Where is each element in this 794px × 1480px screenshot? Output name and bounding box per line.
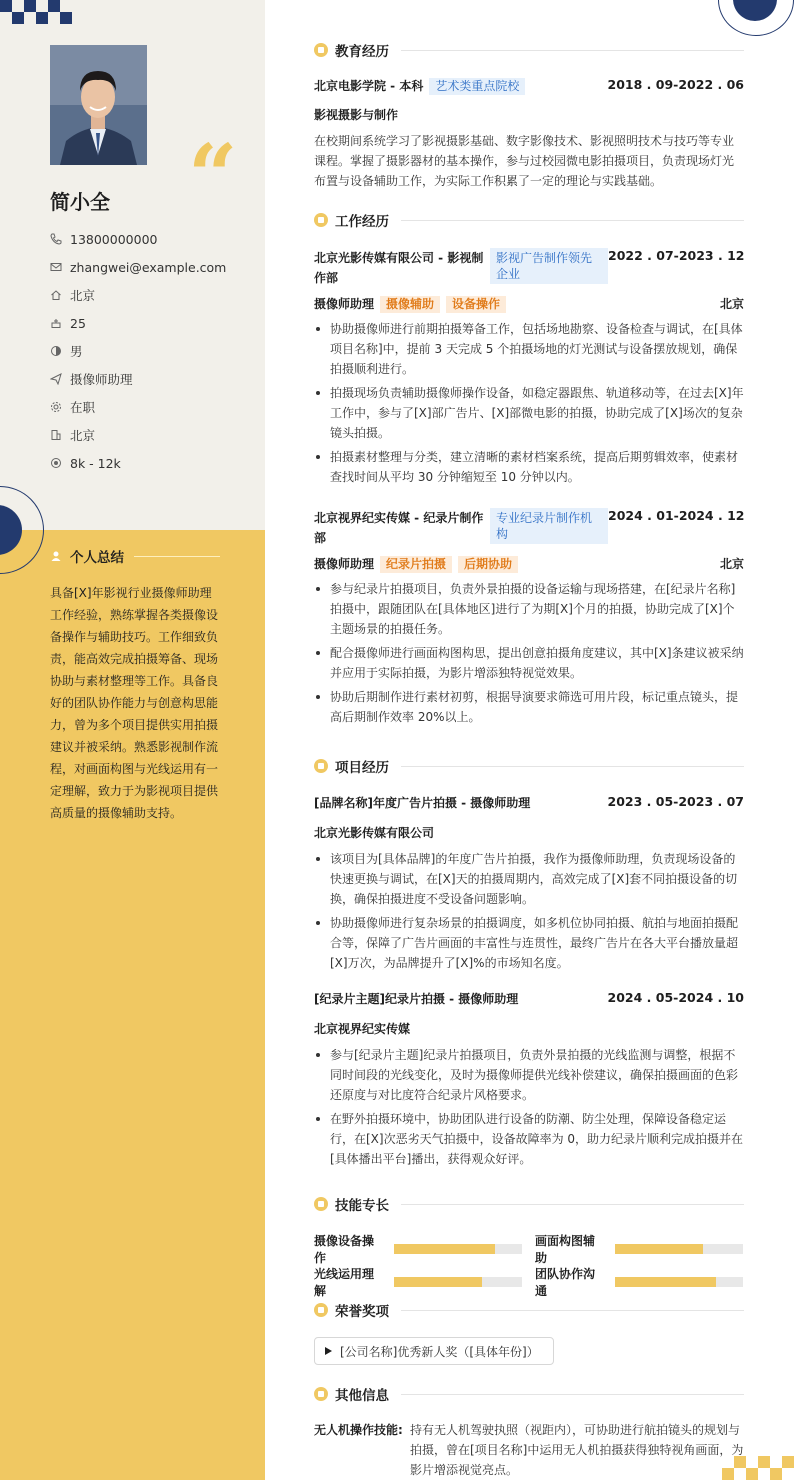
- list-item: 协助后期制作进行素材初剪，根据导演要求筛选可用片段，标记重点镜头，提高后期制作效率 20%以上。: [314, 687, 744, 727]
- project-name: [纪录片主题]纪录片拍摄 - 摄像师助理: [314, 992, 519, 1006]
- project-org: 北京光影传媒有限公司: [314, 826, 435, 840]
- list-item: 在野外拍摄环境中，协助团队进行设备的防潮、防尘处理，保障设备稳定运行，在[X]次恶劣天气拍摄中，设备故障率为 0，助力纪录片顺利完成拍摄并在[具体播出平台]播出，获得观众好评。: [314, 1109, 744, 1169]
- info-age: 25: [50, 309, 260, 337]
- work-date: 2024 . 01-2024 . 12: [608, 508, 745, 523]
- skill-bar: [394, 1244, 522, 1254]
- summary-text: 具备[X]年影视行业摄像师助理工作经验，熟练掌握各类摄像设备操作与辅助技巧。工作细致负责，能高效完成拍摄筹备、现场协助与素材整理等工作。具备良好的团队协作能力与创意构思能力，曾为多个项目提供实用拍摄建议并被采纳。熟悉影视制作流程，对画面构图与光线运用有一定理解，致力于为影视项目提供高质量的摄像辅助支持。: [50, 586, 219, 820]
- info-phone: 13800000000: [50, 225, 260, 253]
- circle-decoration-left: [0, 486, 44, 574]
- circle-decoration-top: [718, 0, 794, 36]
- education-entry: [314, 77, 744, 191]
- checker-decoration: [0, 0, 76, 24]
- skill-item: 团队协作沟通: [535, 1265, 743, 1299]
- work-city: 北京: [719, 557, 744, 571]
- company-tag: 专业纪录片制作机构: [490, 508, 608, 544]
- project-entry: [314, 794, 744, 977]
- project-entry: [314, 990, 744, 1173]
- work-date: 2022 . 07-2023 . 12: [608, 248, 745, 263]
- info-gender: 男: [50, 337, 260, 365]
- skill-tag: 纪录片拍摄: [380, 556, 452, 573]
- section-education-heading: 教育经历: [314, 40, 744, 60]
- list-item: 拍摄素材整理与分类，建立清晰的素材档案系统，提高后期剪辑效率，使素材查找时间从平均 30 分钟缩短至 10 分钟以内。: [314, 447, 744, 487]
- section-projects-heading: 项目经历: [314, 756, 744, 776]
- skill-tag: 摄像辅助: [380, 296, 440, 313]
- company-name: 北京光影传媒有限公司 - 影视制作部: [314, 251, 484, 285]
- award-icon: [314, 1303, 328, 1317]
- section-awards-heading: 荣誉奖项: [314, 1300, 744, 1320]
- skill-tag: 后期协助: [458, 556, 518, 573]
- section-skills-heading: 技能专长: [314, 1194, 744, 1214]
- list-item: 拍摄现场负责辅助摄像师操作设备，如稳定器跟焦、轨道移动等，在过去[X]年工作中，参与了[X]部广告片、[X]部微电影的拍摄，协助完成了[X]场次的复杂镜头拍摄。: [314, 383, 744, 443]
- other-info-entry: [314, 1420, 744, 1480]
- info-position: 摄像师助理: [50, 365, 260, 393]
- education-major: 影视摄影与制作: [314, 108, 399, 122]
- list-item: 该项目为[具体品牌]的年度广告片拍摄，我作为摄像师助理，负责现场设备的快速更换与调试，在[X]天的拍摄周期内，高效完成了[X]套不同拍摄设备的切换，确保拍摄进度不受设备问题影响。: [314, 849, 744, 909]
- project-name: [品牌名称]年度广告片拍摄 - 摄像师助理: [314, 796, 531, 810]
- info-city: 北京: [50, 421, 260, 449]
- work-bullets: [314, 319, 744, 487]
- list-item: 参与纪录片拍摄项目，负责外景拍摄的设备运输与现场搭建，在[纪录片名称]拍摄中，跟随团队在[具体地区]进行了为期[X]个月的拍摄，协助完成了[X]个主题场景的拍摄任务。: [314, 579, 744, 639]
- person-icon: [50, 550, 62, 562]
- project-bullets: [314, 849, 744, 973]
- contact-info-list: [50, 225, 260, 477]
- sidebar: [0, 0, 265, 1480]
- skill-bar: [394, 1277, 522, 1287]
- work-city: 北京: [719, 297, 744, 311]
- work-icon: [314, 213, 328, 227]
- skill-bar: [615, 1244, 743, 1254]
- list-item: 参与[纪录片主题]纪录片拍摄项目，负责外景拍摄的光线监测与调整，根据不同时间段的光线变化，及时为摄像师提供光线补偿建议，确保拍摄画面的色彩还原度与对比度符合纪录片风格要求。: [314, 1045, 744, 1105]
- play-triangle-icon: [325, 1347, 332, 1355]
- age-icon: [50, 317, 62, 329]
- candidate-name: 简小全: [50, 190, 110, 214]
- info-salary: 8k - 12k: [50, 449, 260, 477]
- school-tag: 艺术类重点院校: [429, 78, 525, 95]
- list-item: 协助摄像师进行复杂场景的拍摄调度，如多机位协同拍摄、航拍与地面拍摄配合等，保障了广告片画面的丰富性与连贯性，最终广告片在各大平台播放量超[X]万次，为品牌提升了[X]%的市场知名度。: [314, 913, 744, 973]
- project-bullets: [314, 1045, 744, 1169]
- skill-tag: 设备操作: [446, 296, 506, 313]
- info-location: 北京: [50, 281, 260, 309]
- section-other-heading: 其他信息: [314, 1384, 744, 1404]
- skill-item: 画面构图辅助: [535, 1232, 743, 1266]
- other-info-icon: [314, 1387, 328, 1401]
- section-work-heading: 工作经历: [314, 210, 744, 230]
- send-icon: [50, 373, 62, 385]
- award-item-toggle[interactable]: [公司名称]优秀新人奖（[具体年份]）: [314, 1337, 554, 1365]
- company-name: 北京视界纪实传媒 - 纪录片制作部: [314, 511, 484, 545]
- info-status: 在职: [50, 393, 260, 421]
- work-entry: [314, 248, 744, 491]
- info-email: zhangwei@example.com: [50, 253, 260, 281]
- project-date: 2023 . 05-2023 . 07: [607, 794, 744, 809]
- summary-heading: 个人总结: [50, 546, 220, 566]
- gender-icon: [50, 345, 62, 357]
- skill-item: 光线运用理解: [314, 1265, 522, 1299]
- avatar: [50, 45, 147, 165]
- skill-item: 摄像设备操作: [314, 1232, 522, 1266]
- skills-icon: [314, 1197, 328, 1211]
- role-title: 摄像师助理: [314, 297, 375, 311]
- work-bullets: [314, 579, 744, 727]
- education-description: 在校期间系统学习了影视摄影基础、数字影像技术、影视照明技术与技巧等专业课程。掌握了摄影器材的基本操作，参与过校园微电影拍摄项目，负责现场灯光布置与设备辅助工作，为实际工作积累了一定的理论与实践基础。: [314, 134, 735, 188]
- list-item: 配合摄像师进行画面构图构思，提出创意拍摄角度建议，其中[X]条建议被采纳并应用于实际拍摄，为影片增添独特视觉效果。: [314, 643, 744, 683]
- education-icon: [314, 43, 328, 57]
- salary-icon: [50, 457, 62, 469]
- other-label: 无人机操作技能:: [314, 1423, 403, 1437]
- status-icon: [50, 401, 62, 413]
- project-icon: [314, 759, 328, 773]
- list-item: 协助摄像师进行前期拍摄筹备工作，包括场地勘察、设备检查与调试，在[具体项目名称]中，提前 3 天完成 5 个拍摄场地的灯光测试与设备摆放规划，确保拍摄顺利进行。: [314, 319, 744, 379]
- education-date: 2018 . 09-2022 . 06: [607, 77, 744, 92]
- project-date: 2024 . 05-2024 . 10: [607, 990, 744, 1005]
- other-text: 持有无人机驾驶执照（视距内），可协助进行航拍镜头的规划与拍摄，曾在[项目名称]中运用无人机拍摄获得独特视角画面，为影片增添视觉亮点。: [410, 1423, 744, 1477]
- building-icon: [50, 429, 62, 441]
- work-entry: [314, 508, 744, 731]
- home-icon: [50, 289, 62, 301]
- role-title: 摄像师助理: [314, 557, 375, 571]
- quote-mark-icon: “: [188, 134, 238, 194]
- company-tag: 影视广告制作领先企业: [490, 248, 608, 284]
- phone-icon: [50, 233, 62, 245]
- skill-bar: [615, 1277, 743, 1287]
- mail-icon: [50, 261, 62, 273]
- project-org: 北京视界纪实传媒: [314, 1022, 411, 1036]
- school-name: 北京电影学院 - 本科: [314, 79, 424, 93]
